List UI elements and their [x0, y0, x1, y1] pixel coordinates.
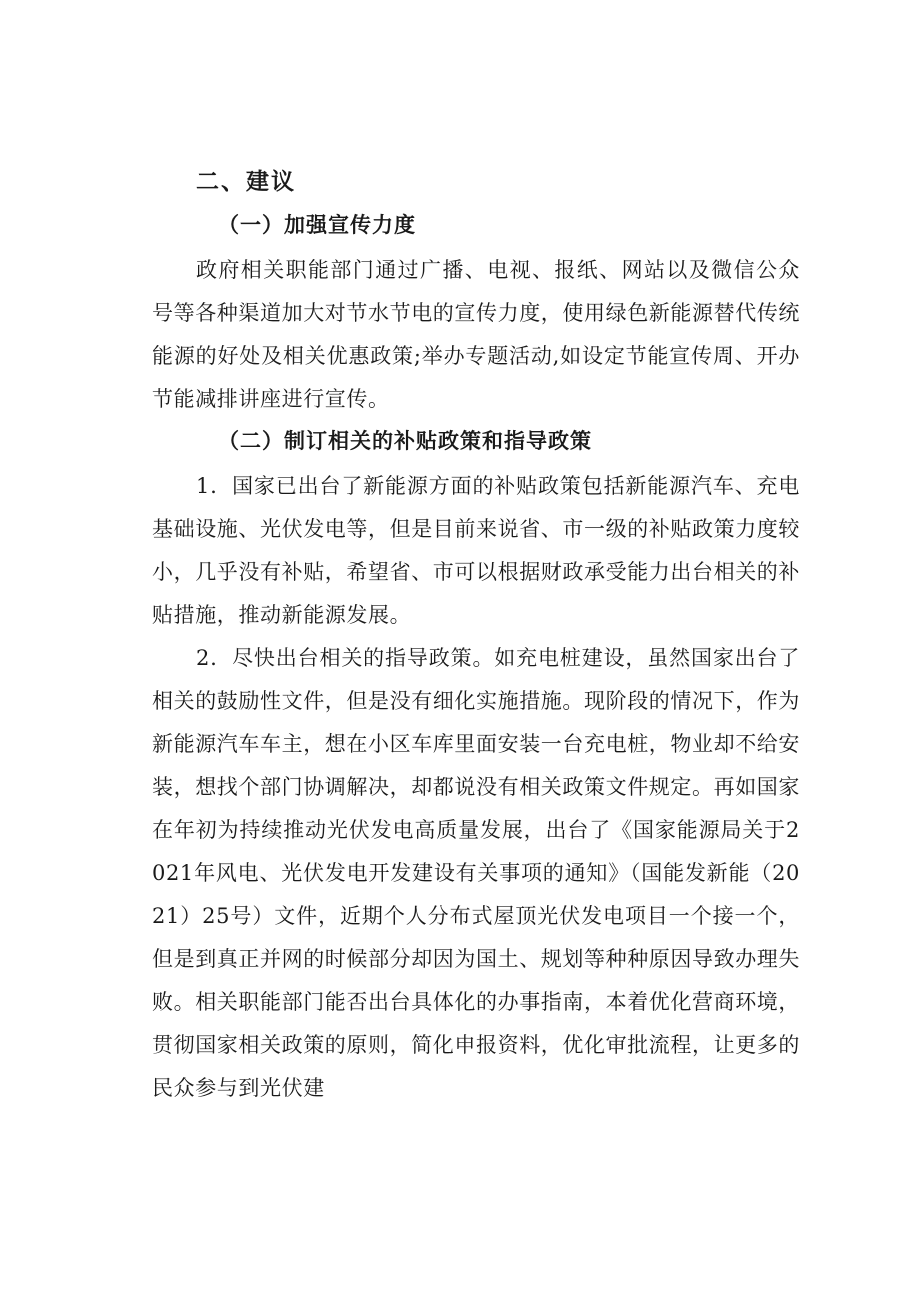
subsection-heading-publicity: （一）加强宣传力度: [218, 213, 416, 237]
paragraph-subsidy-policy: 1．国家已出台了新能源方面的补贴政策包括新能源汽车、充电基础设施、光伏发电等，但是目前来说省、市一级的补贴政策力度较小，几乎没有补贴，希望省、市可以根据财政承受能力出台相关的补贴措施，推动新能源发展。: [152, 474, 800, 627]
paragraph-publicity: 政府相关职能部门通过广播、电视、报纸、网站以及微信公众号等各种渠道加大对节水节电的宣传力度，使用绿色新能源替代传统能源的好处及相关优惠政策;举办专题活动,如设定节能宣传周、开办节能减排讲座进行宣传。: [152, 258, 800, 411]
subsection-heading-subsidy-policy: （二）制订相关的补贴政策和指导政策: [218, 429, 592, 453]
paragraph-guidance-policy: 2．尽快出台相关的指导政策。如充电桩建设，虽然国家出台了相关的鼓励性文件，但是没有细化实施措施。现阶段的情况下，作为新能源汽车车主，想在小区车库里面安装一台充电桩，物业却不给安装，想找个部门协调解决，却都说没有相关政策文件规定。再如国家在年初为持续推动光伏发电高质量发展，出台了《国家能源局关于2021年风电、光伏发电开发建设有关事项的通知》（国能发新能（2021）25号）文件，近期个人分布式屋顶光伏发电项目一个接一个，但是到真正并网的时候部分却因为国土、规划等种种原因导致办理失败。相关职能部门能否出台具体化的办事指南，本着优化营商环境，贯彻国家相关政策的原则，简化申报资料，优化审批流程，让更多的民众参与到光伏建: [152, 646, 800, 1100]
section-heading: 二、建议: [196, 169, 296, 195]
